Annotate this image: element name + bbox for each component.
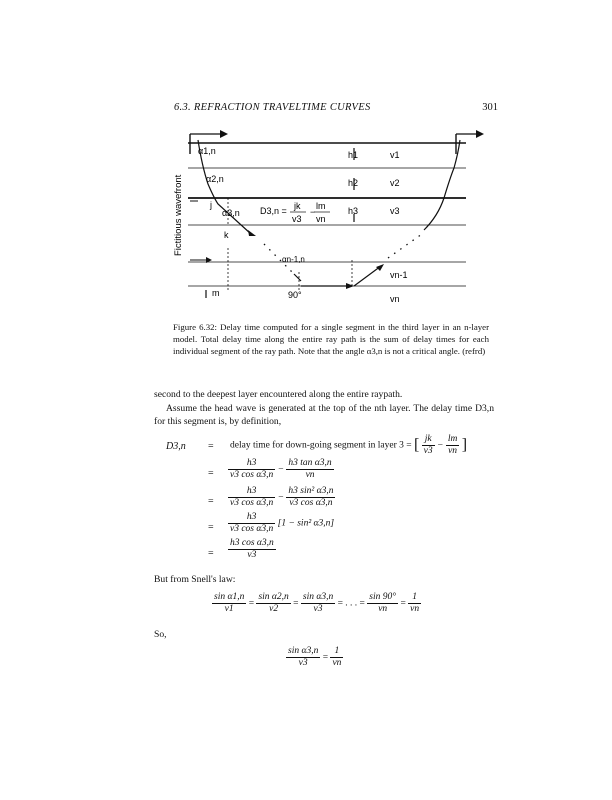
refraction-diagram (173, 126, 490, 316)
paragraph-1: second to the deepest layer encountered along the entire raypath. (154, 389, 403, 400)
eq-line-5 (228, 538, 276, 561)
v1-label: v1 (390, 150, 400, 160)
h3-label: h3 (348, 206, 359, 216)
left-arrowhead (220, 130, 228, 138)
final-frac-lhs: $\frac{\text{sin α3,n}}{v3}$ (288, 646, 319, 668)
snell-intro: But from Snell's law: (154, 574, 236, 585)
upgoing-ray-2 (424, 140, 460, 230)
caption-label: Figure 6.32: (173, 322, 217, 332)
snell-term-2: $\frac{\text{sin α2,n}}{v2}$ (258, 592, 289, 614)
frac-line3-b: $\frac{\text{h3 sin² α3,n}}{\text{v3 cos α3,n}}$ (288, 486, 334, 508)
section-title: 6.3. REFRACTION TRAVELTIME CURVES (174, 102, 371, 113)
running-header (174, 102, 498, 118)
delay-num-b: lm (316, 201, 326, 211)
eq-line1-text: delay time for down-going segment in layer 3 (230, 440, 404, 451)
alpha-1n-label: α1,n (198, 146, 216, 156)
point-k-label: k (224, 230, 229, 240)
alpha-n-1-label: αn-1,n (282, 255, 305, 264)
eq-equals-4: = (208, 522, 214, 533)
point-j-label: j (210, 200, 212, 210)
frac-jk-v3: $\frac{jk}{v3}$ (423, 434, 433, 456)
frac-line5: $\frac{\text{h3 cos α3,n}}{v3}$ (230, 538, 274, 560)
h1-label: h1 (348, 150, 359, 160)
frac-line4: $\frac{h3}{\text{v3 cos α3,n}}$ (230, 512, 274, 534)
right-arrowhead (476, 130, 484, 138)
ray-arrowhead-1 (248, 230, 256, 236)
eq-line-1: delay time for down-going segment in layer 3 = [ $\frac{jk}{v3}$ − $\frac{lm}{vn}$ ] (230, 434, 468, 456)
angle-90-label: 90° (288, 290, 302, 300)
eq-line-4 (228, 512, 334, 535)
delay-lhs: D3,n = (260, 206, 287, 216)
v2-label: v2 (390, 178, 400, 188)
h2-label: h2 (348, 178, 359, 188)
eq-equals-3: = (208, 496, 214, 507)
delay-minus: − (310, 207, 316, 217)
caption-text: Delay time computed for a single segment in the third layer in an n-layer model. Total delay time along the entire ray path is the sum of delay times for each individual segment of the ray path. Note that the angle α3,n is not a critical angle. (refrd) (173, 322, 489, 356)
snell-term-3: $\frac{\text{sin α3,n}}{v3}$ (302, 592, 334, 614)
figure-6-32 (173, 126, 490, 316)
final-frac-rhs: $\frac{1}{vn}$ (332, 646, 342, 668)
line4-bracket: [1 − sin² α3,n] (277, 518, 335, 529)
vn-1-label: vn-1 (390, 270, 408, 280)
vn-label: vn (390, 294, 400, 304)
snell-term-5: $\frac{1}{vn}$ (410, 592, 420, 614)
snell-ellipsis: = . . . = (337, 598, 365, 609)
final-equation: $\frac{\text{sin α3,n}}{v3}$ = $\frac{1}{vn}$ (288, 646, 342, 668)
alpha-2n-label: α2,n (206, 174, 224, 184)
point-m-label: m (212, 288, 220, 298)
v3-label: v3 (390, 206, 400, 216)
upgoing-arrowhead (376, 264, 384, 271)
eq-equals-5: = (208, 548, 214, 559)
fictitious-wavefront-label: Fictitious wavefront (173, 174, 184, 256)
upgoing-ray-1 (354, 266, 381, 286)
figure-caption (173, 321, 489, 357)
delay-num-a: jk (294, 201, 301, 211)
snell-equation: $\frac{\text{sin α1,n}}{v1}$ = $\frac{\text{sin α2,n}}{v2}$ = $\frac{\text{sin α3,n}}{v3}$ = . . . = $\frac{\sin 90^\circ}{vn}$ = $\frac{1}{vn}$ (214, 592, 420, 614)
snell-term-1: $\frac{\text{sin α1,n}}{v1}$ (214, 592, 245, 614)
frac-line2-b: $\frac{\text{h3 tan α3,n}}{vn}$ (288, 458, 332, 480)
eq-line1-equals: = (406, 440, 412, 451)
snell-term-4: $\frac{\sin 90^\circ}{vn}$ (369, 592, 397, 614)
eq-line-3: $\frac{h3}{\text{v3 cos α3,n}}$ − $\frac{\text{h3 sin² α3,n}}{\text{v3 cos α3,n}}$ (230, 486, 334, 508)
so-label: So, (154, 629, 167, 640)
ray-segment-n-1 (294, 274, 301, 281)
eq-lhs: D3,n (166, 441, 186, 452)
paragraph-2: Assume the head wave is generated at the top of the nth layer. The delay time D3,n for this segment is, by definition, (154, 403, 494, 427)
page-number: 301 (482, 102, 498, 113)
frac-lm-vn: $\frac{lm}{vn}$ (447, 434, 458, 456)
ray-dotted-up (388, 234, 422, 258)
delay-den-a: v3 (292, 214, 302, 224)
eq-equals-2: = (208, 468, 214, 479)
eq-equals-1: = (208, 441, 214, 452)
alpha-3n-label: α3,n (222, 208, 240, 218)
frac-line3-a: $\frac{h3}{\text{v3 cos α3,n}}$ (230, 486, 274, 508)
frac-line2-a: $\frac{h3}{\text{v3 cos α3,n}}$ (230, 458, 274, 480)
delay-den-b: vn (316, 214, 326, 224)
head-wave-arrowhead (346, 283, 354, 289)
eq-line-2: $\frac{h3}{\text{v3 cos α3,n}}$ − $\frac{\text{h3 tan α3,n}}{vn}$ (230, 458, 332, 480)
